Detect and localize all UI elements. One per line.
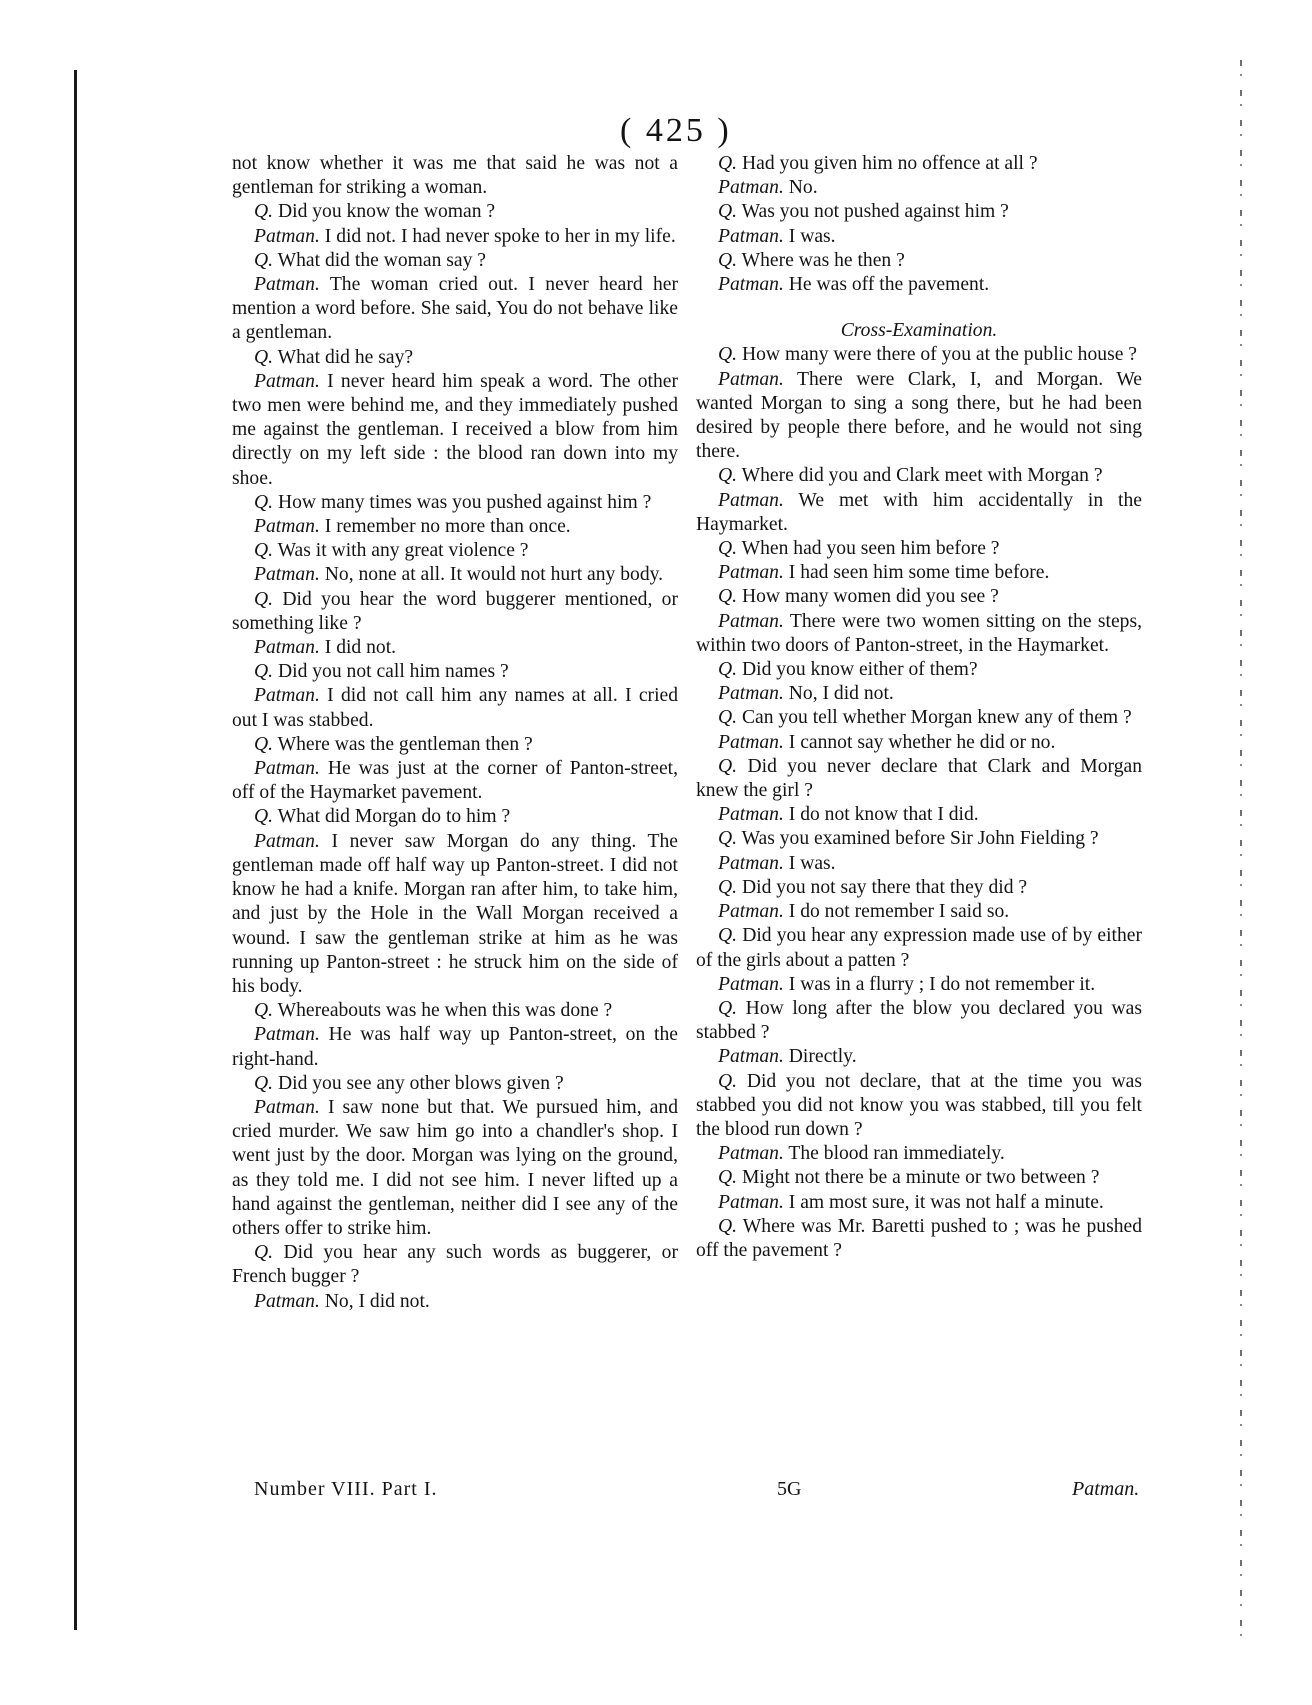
speaker-name: Patman. (254, 1290, 320, 1312)
dialogue-text: What did Morgan do to him ? (277, 806, 511, 828)
question-marker: Q. (718, 707, 738, 729)
speaker-name: Patman. (254, 685, 320, 707)
speaker-name: Patman. (718, 489, 784, 511)
dialogue-line (232, 515, 678, 539)
dialogue-line (696, 225, 1142, 249)
right-column-bottom (696, 343, 1142, 1263)
dialogue-line (696, 464, 1142, 488)
speaker-name: Patman. (254, 274, 320, 296)
question-marker: Q. (718, 659, 738, 681)
question-marker: Q. (718, 249, 738, 271)
left-column (232, 152, 678, 1314)
dialogue-line (232, 249, 678, 273)
dialogue-line (232, 805, 678, 829)
dialogue-text: What did he say? (277, 346, 414, 368)
dialogue-line (232, 1023, 678, 1071)
dialogue-line (696, 900, 1142, 924)
dialogue-line (232, 200, 678, 224)
question-marker: Q. (718, 1070, 738, 1092)
speaker-name: Patman. (254, 516, 320, 538)
speaker-name: Patman. (718, 852, 784, 874)
speaker-name: Patman. (718, 731, 784, 753)
dialogue-line (232, 273, 678, 346)
dialogue-line (232, 225, 678, 249)
dialogue-line (696, 1215, 1142, 1263)
dialogue-text: I was in a flurry ; I do not remember it. (788, 973, 1096, 995)
speaker-name: Patman. (718, 683, 784, 705)
dialogue-line (696, 876, 1142, 900)
dialogue-line (232, 830, 678, 999)
right-column (696, 152, 1142, 1263)
dialogue-text: Was you not pushed against him ? (741, 201, 1009, 223)
dialogue-text: Whereabouts was he when this was done ? (277, 1000, 613, 1022)
dialogue-text: Did you hear any expression made use of by either of the girls about a patten ? (696, 925, 1142, 971)
dialogue-text: Where was the gentleman then ? (277, 733, 533, 755)
dialogue-text: The woman cried out. I never heard her mention a word before. She said, You do not behave like a gentleman. (232, 274, 678, 344)
question-marker: Q. (718, 465, 738, 487)
speaker-name: Patman. (718, 610, 784, 632)
dialogue-line (696, 997, 1142, 1045)
dialogue-line (232, 152, 678, 200)
dialogue-line (232, 539, 678, 563)
speaker-name: Patman. (718, 1046, 784, 1068)
speaker-name: Patman. (718, 1191, 784, 1213)
dialogue-text: When had you seen him before ? (741, 538, 1000, 560)
speaker-name: Patman. (718, 973, 784, 995)
question-marker: Q. (254, 1242, 274, 1264)
question-marker: Q. (254, 201, 274, 223)
dialogue-text: How many women did you see ? (741, 586, 999, 608)
dialogue-text: I did not call him any names at all. I cried out I was stabbed. (232, 685, 679, 731)
question-marker: Q. (718, 925, 738, 947)
speaker-name: Patman. (254, 564, 320, 586)
dialogue-line (696, 731, 1142, 755)
question-marker: Q. (254, 1000, 274, 1022)
page-gutter-marks (1240, 60, 1242, 1640)
dialogue-line (696, 827, 1142, 851)
dialogue-line (696, 1191, 1142, 1215)
dialogue-text: How many times was you pushed against him ? (277, 491, 652, 513)
dialogue-line (696, 585, 1142, 609)
dialogue-line (232, 563, 678, 587)
question-marker: Q. (254, 491, 274, 513)
dialogue-text: I cannot say whether he did or no. (788, 731, 1056, 753)
dialogue-text: He was off the pavement. (788, 274, 990, 296)
question-marker: Q. (254, 346, 274, 368)
dialogue-text: not know whether it was me that said he was not a gentleman for striking a woman. (232, 153, 678, 199)
question-marker: Q. (718, 201, 738, 223)
dialogue-text: Did you not say there that they did ? (741, 876, 1028, 898)
page-edge-shadow (74, 70, 77, 1630)
question-marker: Q. (718, 755, 738, 777)
question-marker: Q. (254, 1072, 274, 1094)
dialogue-line (696, 1045, 1142, 1069)
dialogue-line (696, 489, 1142, 537)
dialogue-text: I was. (788, 852, 836, 874)
dialogue-text: The blood ran immediately. (788, 1143, 1005, 1165)
dialogue-text: I do not remember I said so. (788, 901, 1010, 923)
question-marker: Q. (254, 806, 274, 828)
dialogue-line (232, 660, 678, 684)
dialogue-text: No, none at all. It would not hurt any body. (324, 564, 664, 586)
dialogue-line (696, 852, 1142, 876)
speaker-name: Patman. (718, 177, 784, 199)
dialogue-line (696, 152, 1142, 176)
dialogue-line (696, 1070, 1142, 1143)
question-marker: Q. (718, 1167, 738, 1189)
dialogue-line (232, 588, 678, 636)
dialogue-line (696, 249, 1142, 273)
dialogue-line (232, 999, 678, 1023)
dialogue-text: Did you see any other blows given ? (277, 1072, 564, 1094)
dialogue-text: Did you never declare that Clark and Morgan knew the girl ? (696, 755, 1142, 802)
dialogue-line (696, 1142, 1142, 1166)
signature-mark: 5G (777, 1478, 802, 1500)
question-marker: Q. (718, 997, 738, 1019)
dialogue-line (696, 610, 1142, 658)
dialogue-text: There were two women sitting on the steps, within two doors of Panton-street, in the Haymarket. (696, 610, 1142, 656)
speaker-name: Patman. (718, 368, 784, 390)
dialogue-line (696, 803, 1142, 827)
dialogue-text: Did you hear the word buggerer mentioned, or something like ? (232, 588, 678, 634)
speaker-name: Patman. (718, 562, 784, 584)
dialogue-line (232, 1072, 678, 1096)
dialogue-line (232, 733, 678, 757)
question-marker: Q. (718, 538, 738, 560)
dialogue-line (696, 658, 1142, 682)
dialogue-line (232, 491, 678, 515)
dialogue-line (696, 537, 1142, 561)
question-marker: Q. (718, 586, 738, 608)
question-marker: Q. (718, 828, 738, 850)
dialogue-text: He was half way up Panton-street, on the right-hand. (232, 1024, 678, 1070)
number-part-label: Number VIII. Part I. (254, 1478, 438, 1500)
question-marker: Q. (254, 661, 274, 683)
page-number: ( 425 ) (620, 112, 732, 149)
dialogue-text: I am most sure, it was not half a minute. (788, 1191, 1104, 1213)
dialogue-text: Had you given him no offence at all ? (741, 153, 1038, 174)
right-column-top (696, 152, 1142, 297)
dialogue-line (232, 636, 678, 660)
dialogue-text: No. (788, 177, 818, 199)
catchword: Patman. (1072, 1478, 1140, 1500)
speaker-name: Patman. (718, 804, 784, 826)
speaker-name: Patman. (718, 274, 784, 296)
dialogue-line (232, 1096, 678, 1241)
dialogue-line (696, 924, 1142, 972)
question-marker: Q. (254, 540, 274, 562)
cross-examination-heading: Cross-Examination. (840, 320, 998, 342)
dialogue-text: How long after the blow you declared you was stabbed ? (696, 997, 1143, 1044)
dialogue-text: Did you not declare, that at the time you was stabbed you did not know you was stabbed, till you felt the blood run down ? (696, 1070, 1142, 1140)
question-marker: Q. (718, 876, 738, 898)
speaker-name: Patman. (254, 1024, 320, 1046)
question-marker: Q. (254, 733, 274, 755)
dialogue-text: I saw none but that. We pursued him, and cried murder. We saw him go into a chandler's shop. I went just by the door. Morgan was lying on the ground, as they told me. I did not see him. I never lifted up a hand against the gentleman, neither did I see any of the others offer to strike him. (232, 1096, 678, 1239)
dialogue-text: Did you know either of them? (741, 659, 978, 681)
dialogue-line (232, 1241, 678, 1289)
dialogue-text: No, I did not. (324, 1290, 430, 1312)
dialogue-text: Was you examined before Sir John Fielding ? (741, 828, 1099, 850)
dialogue-line (696, 973, 1142, 997)
dialogue-line (232, 370, 678, 491)
dialogue-text: Was it with any great violence ? (277, 540, 529, 562)
speaker-name: Patman. (254, 1096, 320, 1118)
speaker-name: Patman. (254, 637, 320, 659)
dialogue-text: Did you hear any such words as buggerer, or French bugger ? (232, 1242, 679, 1288)
dialogue-text: Can you tell whether Morgan knew any of them ? (741, 707, 1132, 729)
dialogue-line (232, 1290, 678, 1314)
dialogue-text: I did not. I had never spoke to her in my life. (324, 225, 676, 247)
dialogue-line (696, 706, 1142, 730)
dialogue-line (696, 176, 1142, 200)
dialogue-text: I did not. (324, 637, 397, 659)
dialogue-text: I do not know that I did. (788, 804, 979, 826)
dialogue-line (232, 684, 678, 732)
dialogue-text: We met with him accidentally in the Haymarket. (696, 489, 1142, 535)
speaker-name: Patman. (718, 225, 784, 247)
dialogue-text: Directly. (788, 1046, 857, 1068)
question-marker: Q. (254, 249, 274, 271)
speaker-name: Patman. (254, 830, 320, 852)
dialogue-text: He was just at the corner of Panton-street, off of the Haymarket pavement. (232, 758, 678, 804)
dialogue-line (696, 682, 1142, 706)
dialogue-text: Where was he then ? (741, 249, 905, 271)
dialogue-line (232, 757, 678, 805)
dialogue-line (696, 200, 1142, 224)
question-marker: Q. (718, 153, 738, 174)
dialogue-text: Did you know the woman ? (277, 201, 496, 223)
dialogue-text: I had seen him some time before. (788, 562, 1050, 584)
dialogue-text: There were Clark, I, and Morgan. We wanted Morgan to sing a song there, but he had been desired by people there before, and he would not sing there. (696, 368, 1142, 463)
dialogue-text: Where was Mr. Baretti pushed to ; was he pushed off the pavement ? (696, 1215, 1142, 1261)
dialogue-line (696, 755, 1142, 803)
dialogue-text: Might not there be a minute or two between ? (741, 1167, 1100, 1189)
question-marker: Q. (718, 1215, 738, 1237)
dialogue-text: What did the woman say ? (277, 249, 487, 271)
dialogue-line (696, 368, 1142, 465)
dialogue-text: I never heard him speak a word. The other two men were behind me, and they immediately pushed me against the gentleman. I received a blow from him directly on my left side : the blood ran down into my shoe. (232, 370, 679, 489)
question-marker: Q. (254, 588, 274, 610)
dialogue-line (232, 346, 678, 370)
dialogue-text: I was. (788, 225, 836, 247)
dialogue-text: Did you not call him names ? (277, 661, 509, 683)
dialogue-text: How many were there of you at the public house ? (741, 344, 1137, 366)
dialogue-line (696, 273, 1142, 297)
dialogue-text: Where did you and Clark meet with Morgan ? (741, 465, 1103, 487)
speaker-name: Patman. (254, 225, 320, 247)
dialogue-line (696, 561, 1142, 585)
dialogue-text: I remember no more than once. (324, 516, 571, 538)
dialogue-text: I never saw Morgan do any thing. The gentleman made off half way up Panton-street. I did not know he had a knife. Morgan ran after him, to take him, and just by the Hole in the Wall Morgan received a wound. I saw the gentleman strike at him as he was running up Panton-street : he struck him on the side of his body. (232, 830, 678, 997)
dialogue-line (696, 343, 1142, 367)
dialogue-text: No, I did not. (788, 683, 894, 705)
speaker-name: Patman. (718, 1143, 784, 1165)
speaker-name: Patman. (718, 901, 784, 923)
dialogue-line (696, 1166, 1142, 1190)
speaker-name: Patman. (254, 758, 320, 780)
speaker-name: Patman. (254, 370, 320, 392)
question-marker: Q. (718, 344, 738, 366)
